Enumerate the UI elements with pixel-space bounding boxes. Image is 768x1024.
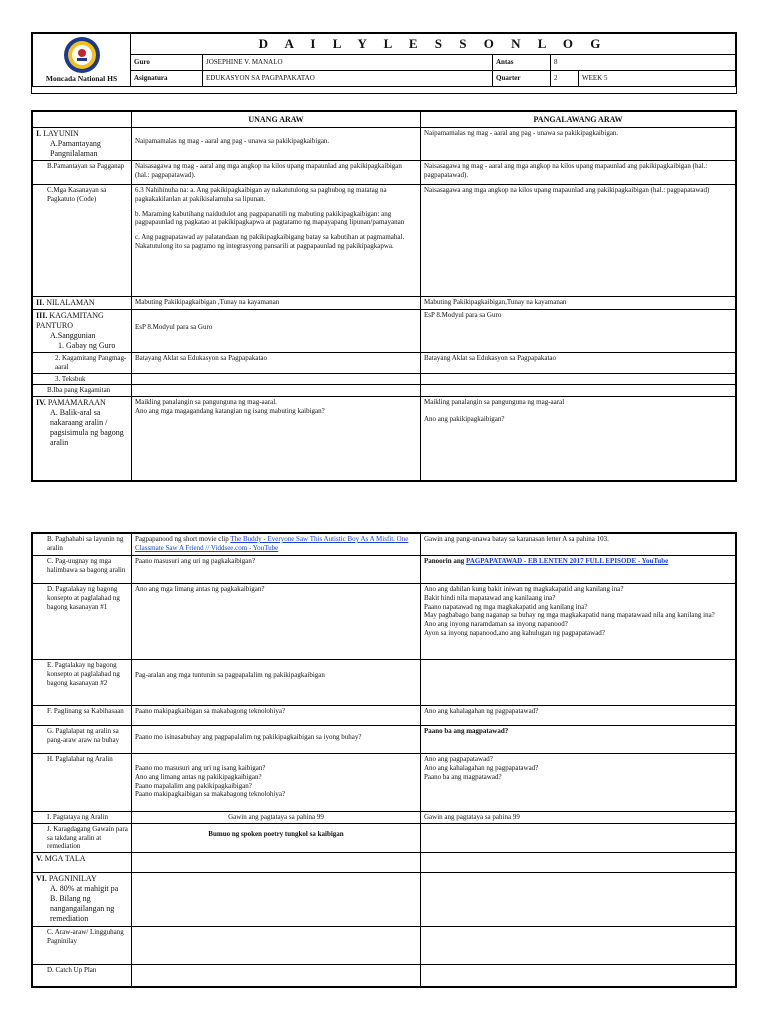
paglinang-label: F. Paglinang sa Kabihasaan bbox=[33, 706, 132, 726]
asignatura-value: EDUKASYON SA PAGPAPAKATAO bbox=[203, 71, 493, 87]
pagtalakay-1-label: D. Pagtalakay ng bagong konsepto at paglalahad ng bagong kasanayan #1 bbox=[33, 584, 132, 660]
magaaral-day2: Batayang Aklat sa Edukasyon sa Pagpapakatao bbox=[421, 353, 736, 374]
column-header-day1: UNANG ARAW bbox=[132, 112, 421, 128]
paglalapat-day1: Paano mo isinasabuhay ang pagpapalalim ng pakikipagkaibigan sa iyong buhay? bbox=[132, 726, 421, 754]
asignatura-label: Asignatura bbox=[131, 71, 203, 87]
karagdagang-gawain-day1: Bumuo ng spoken poetry tungkol sa kaibigan bbox=[132, 823, 421, 852]
pagninilay-b-label: B. Bilang ng nangangailangan ng remediation bbox=[50, 894, 115, 923]
paghahabi-label: B. Paghahabi sa layunin ng aralin bbox=[33, 534, 132, 556]
iba-pang-kagamitan-label: B.Iba pang Kagamitan bbox=[33, 385, 132, 397]
quarter-label: Quarter bbox=[493, 71, 551, 87]
page-title: D A I L Y L E S S O N L O G bbox=[131, 34, 736, 55]
layunin-c-day2: Naisasagawa ang mga angkop na kilos upang mapaunlad ang pakikipagkaibigan (hal.: pagpapatawad) bbox=[421, 185, 736, 297]
teksbuk-day1 bbox=[132, 373, 421, 385]
paghahabi-day1: Pagpapanood ng short movie clip The Buddy - Everyone Saw This Autistic Boy As A Misfit. One Classmate Saw A Friend // Viddsee.com - YouTube bbox=[132, 534, 421, 556]
pagninilay-section: VI. PAGNINILAY A. 80% at mahigit pa B. Bilang ng nangangailangan ng remediation bbox=[33, 873, 132, 927]
paglalapat-day2: Paano ba ang magpatawad? bbox=[421, 726, 736, 754]
pagtataya-day2: Gawin ang pagtataya sa pahina 99 bbox=[421, 812, 736, 824]
catch-up-plan-day1 bbox=[132, 965, 421, 987]
iba-day1 bbox=[132, 385, 421, 397]
guro-value: JOSEPHINE V. MANALO bbox=[203, 55, 493, 71]
pag-uugnay-day1: Paano masusuri ang uri ng pagkakaibigan? bbox=[132, 556, 421, 584]
buddy-video-link[interactable]: The Buddy - Everyone Saw This Autistic Boy As A Misfit. One Classmate Saw A Friend // Viddsee.com - YouTube bbox=[135, 535, 409, 552]
pagtataya-label: I. Pagtataya ng Aralin bbox=[33, 812, 132, 824]
layunin-b-day1: Naisasagawa ng mag - aaral ang mga angkop na kilos upang mapaunlad ang pakikipagkaibigan (hal.: pagpapatawad). bbox=[132, 161, 421, 185]
pagninilay-c-day2 bbox=[421, 927, 736, 965]
kagamitang-pangmag-aaral-label: 2. Kagamitang Pangmag-aaral bbox=[33, 353, 132, 374]
pagninilay-c-day1 bbox=[132, 927, 421, 965]
pag-uugnay-day2: Panoorin ang PAGPAPATAWAD - EB LENTEN 2017 FULL EPISODE - YouTube bbox=[421, 556, 736, 584]
pagpapatawad-video-link[interactable]: PAGPAPATAWAD - EB LENTEN 2017 FULL EPISODE - YouTube bbox=[466, 557, 669, 565]
layunin-section: I. LAYUNIN A.Pamantayang Pangnilalaman bbox=[33, 128, 132, 161]
school-name: Moncada National HS bbox=[45, 74, 118, 84]
balik-aral-day2: Maikling panalangin sa pangunguna ng mag-aaral Ano ang pakikipagkaibigan? bbox=[421, 397, 736, 481]
paglalahat-label: H. Paglalahat ng Aralin bbox=[33, 754, 132, 812]
layunin-a-day2: Naipamamalas ng mag - aaral ang pag - unawa sa pakikipagkaibigan. bbox=[421, 128, 736, 161]
layunin-a-day1: Naipamamalas ng mag - aaral ang pag - unawa sa pakikipagkaibigan. bbox=[132, 128, 421, 161]
pagninilay-a-label: A. 80% at mahigit pa bbox=[50, 884, 119, 893]
gabay-day1: EsP 8.Modyul para sa Guro bbox=[132, 310, 421, 353]
school-seal-icon bbox=[63, 36, 101, 74]
pagtataya-day1: Gawin ang pagtataya sa pahina 99 bbox=[132, 812, 421, 824]
week-value: WEEK 5 bbox=[579, 71, 736, 87]
pagninilay-c-label: C. Araw-araw/ Lingguhang Pagninilay bbox=[33, 927, 132, 965]
pamantayang-pangnilalaman-label: A.Pamantayang Pangnilalaman bbox=[50, 139, 101, 158]
mga-tala-day1 bbox=[132, 853, 421, 873]
antas-value: 8 bbox=[551, 55, 736, 71]
nilalaman-day1: Mabuting Pakikipagkaibigan ,Tunay na kayamanan bbox=[132, 297, 421, 310]
layunin-c-day1: 6.3 Nahihinuha na: a. Ang pakikipagkaibigan ay nakatutulong sa paghubog ng matatag na pagkakakilanlan at pakikisalamuha sa lipunan. b. Maraming kabutihang naidudulot ang pagpapanatili ng mabuting pakikipagkaibigan: ang pagpapaunlad ng pagkatao at pakikipagkapwa at pagtatamo ng mapayapang lipunan/pamayanan c. Ang pagpapatawad ay palatandaan ng pakikipagkaibigang batay sa kabutihan at pagmamahal. Nakatutulong ito sa pagtamo ng integrasyong pansarili at pagpapaunlad ng pakikipagkapwa. bbox=[132, 185, 421, 297]
pagninilay-day1 bbox=[132, 873, 421, 927]
mga-tala-section: V. MGA TALA bbox=[33, 853, 132, 873]
paghahabi-day2: Gawin ang pang-unawa batay sa karanasan letter A sa pahina 103. bbox=[421, 534, 736, 556]
nilalaman-section: II. NILALAMAN bbox=[33, 297, 132, 310]
catch-up-plan-label: D. Catch Up Plan bbox=[33, 965, 132, 987]
pagtalakay-2-label: E. Pagtalakay ng bagong konsepto at paglalahad ng bagong kasanayan #2 bbox=[33, 660, 132, 706]
paglinang-day2: Ano ang kahalagahan ng pagpapatawad? bbox=[421, 706, 736, 726]
nilalaman-day2: Mabuting Pakikipagkaibigan,Tunay na kayamanan bbox=[421, 297, 736, 310]
magaaral-day1: Batayang Aklat sa Edukasyon sa Pagpapakatao bbox=[132, 353, 421, 374]
paglalahat-day2: Ano ang pagpapatawad? Ano ang kahalagahan ng pagpapatawad? Paano ba ang magpatawad? bbox=[421, 754, 736, 812]
kasanayan-sa-pagkatuto-label: C.Mga Kasanayan sa Pagkatuto (Code) bbox=[33, 185, 132, 297]
layunin-b-day2: Naisasagawa ng mag - aaral ang mga angkop na kilos upang mapaunlad ang pakikipagkaibigan (hal.: pagpapatawad). bbox=[421, 161, 736, 185]
karagdagang-gawain-label: J. Karagdagang Gawain para sa takdang aralin at remediation bbox=[33, 823, 132, 852]
iba-day2 bbox=[421, 385, 736, 397]
antas-label: Antas bbox=[493, 55, 551, 71]
balik-aral-day1: Maikling panalangin sa pangunguna ng mag-aaral. Ano ang mga magagandang katangian ng isang mabuting kaibigan? bbox=[132, 397, 421, 481]
balik-aral-label: A. Balik-aral sa nakaraang aralin / pagsisimula ng bagong aralin bbox=[50, 408, 124, 447]
kagamitang-panturo-section: III. KAGAMITANG PANTURO A.Sanggunian 1. Gabay ng Guro bbox=[33, 310, 132, 353]
gabay-day2: EsP 8.Modyul para sa Guro bbox=[421, 310, 736, 353]
paglalapat-label: G. Paglalapat ng aralin sa pang-araw araw na buhay bbox=[33, 726, 132, 754]
paglinang-day1: Paano makipagkaibigan sa makabagong teknolohiya? bbox=[132, 706, 421, 726]
pagtalakay-2-day2 bbox=[421, 660, 736, 706]
teksbuk-day2 bbox=[421, 373, 736, 385]
lesson-table-part1 bbox=[31, 110, 737, 482]
pagtalakay-1-day1: Ano ang mga limang antas ng pagkakaibigan? bbox=[132, 584, 421, 660]
catch-up-plan-day2 bbox=[421, 965, 736, 987]
blank-corner bbox=[33, 112, 132, 128]
paglalahat-day1: Paano mo masusuri ang uri ng isang kaibigan? Ano ang limang antas ng pakikipagkaibigan? Paano mapalalim ang pakikipagkaibigan? Paano makipagkaibigan sa makabagong teknolohiya? bbox=[132, 754, 421, 812]
column-header-day2: PANGALAWANG ARAW bbox=[421, 112, 736, 128]
pamantayan-sa-pagganap-label: B.Pamantayan sa Pagganap bbox=[33, 161, 132, 185]
pag-uugnay-label: C. Pag-uugnay ng mga halimbawa sa bagong aralin bbox=[33, 556, 132, 584]
mga-tala-day2 bbox=[421, 853, 736, 873]
quarter-value: 2 bbox=[551, 71, 579, 87]
guro-label: Guro bbox=[131, 55, 203, 71]
school-cell bbox=[33, 34, 131, 87]
pagtalakay-1-day2: Ano ang dahilan kung bakit iniwan ng magkakapatid ang kanilang ina? Bakit hindi nila mapatawad ang kanilaang ina? Paano napatawad ng mga magkakapatid ang kanilang ina? May pagbabago bang naganap sa buhay ng mga magkakapatid nang mapatawaad nila ang kanilang ina? Ano ang inyong naramdaman sa inyong napanood? Ayon sa inyong napanood,ano ang kahulugan ng pagpapatawad? bbox=[421, 584, 736, 660]
pagtalakay-2-day1: Pag-aralan ang mga tuntunin sa pagpapalalim ng pakikipagkaibigan bbox=[132, 660, 421, 706]
pamamaraan-section: IV. PAMAMARAAN A. Balik-aral sa nakaraang aralin / pagsisimula ng bagong aralin bbox=[33, 397, 132, 481]
pagninilay-day2 bbox=[421, 873, 736, 927]
lesson-table-part2 bbox=[31, 532, 737, 988]
karagdagang-gawain-day2 bbox=[421, 823, 736, 852]
teksbuk-label: 3. Teksbuk bbox=[33, 373, 132, 385]
header-block bbox=[31, 32, 737, 94]
